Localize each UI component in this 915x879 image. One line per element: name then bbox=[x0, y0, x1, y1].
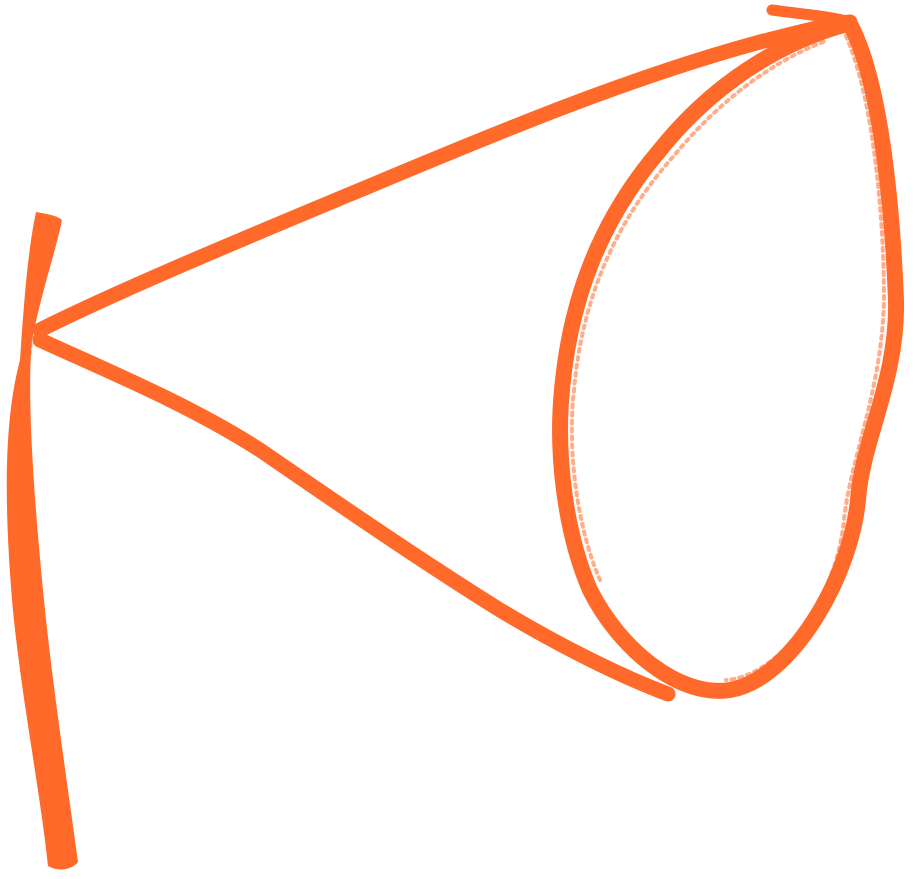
flag-end-ellipse-texture bbox=[726, 36, 884, 680]
flag-end-ellipse-texture-2 bbox=[572, 40, 828, 580]
flag-end-ellipse bbox=[560, 24, 896, 691]
flag-upper-edge bbox=[40, 22, 850, 330]
